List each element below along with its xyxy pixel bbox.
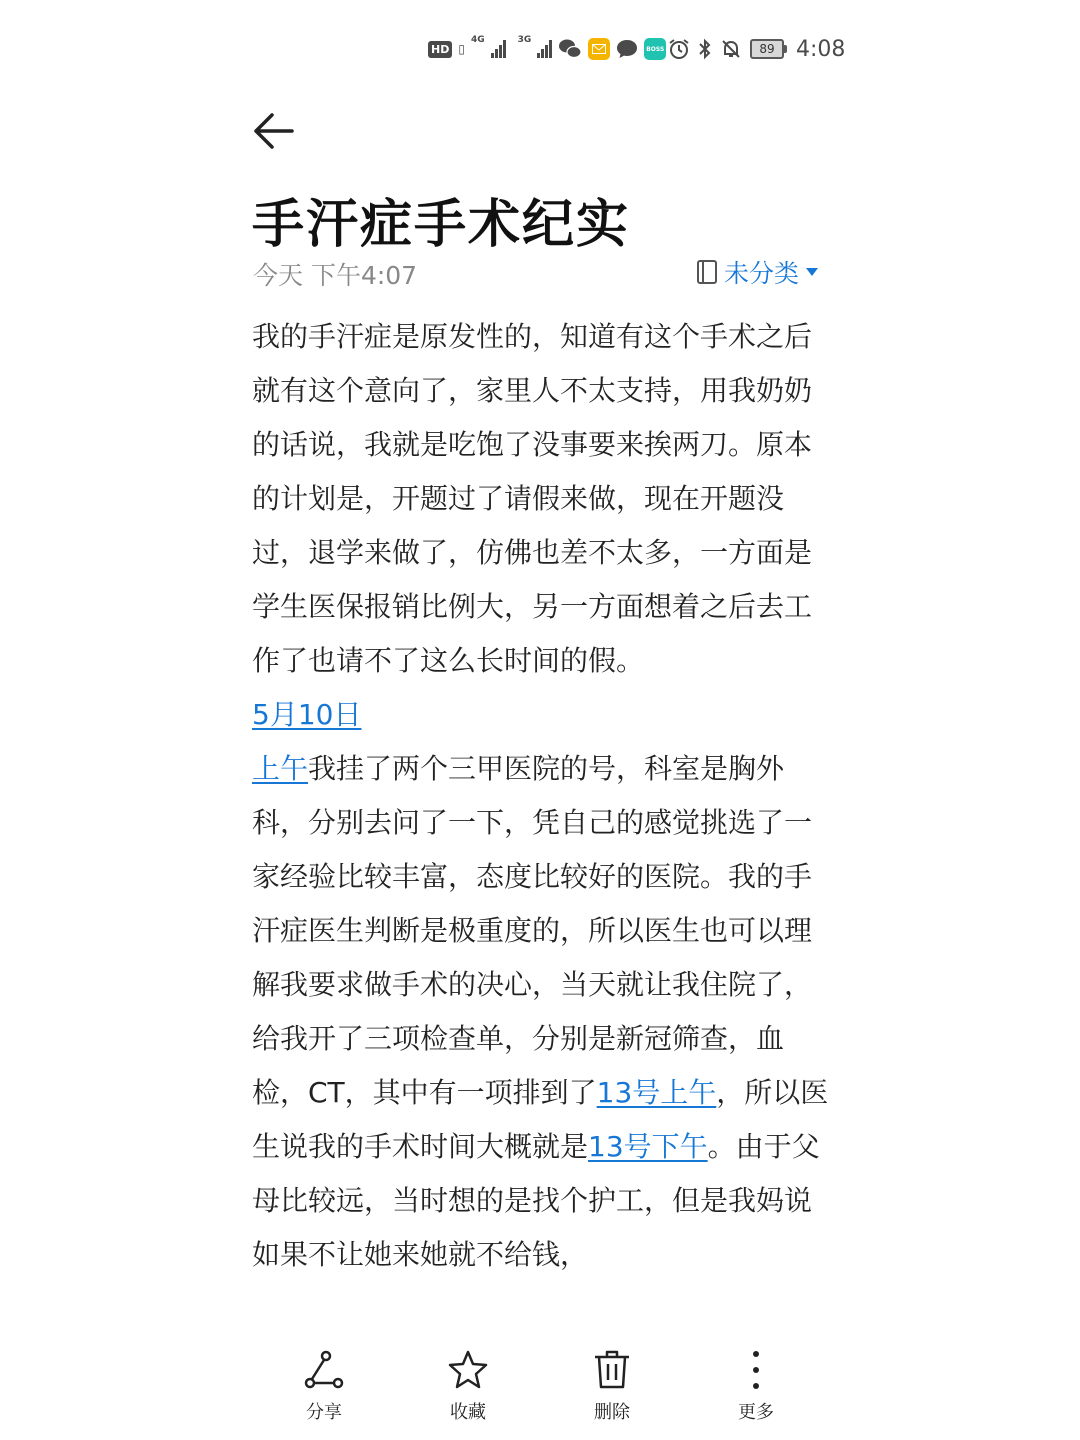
paragraph-text: 我挂了两个三甲医院的号，科室是胸外科，分别去问了一下，凭自己的感觉挑选了一家经验比较丰富，态度比较好的医院。我的手汗症医生判断是极重度的，所以医生也可以理解我要求做手术的决心，当天就让我住院了，给我开了三项检查单，分别是新冠筛查，血检，CT，其中有一项排到了 <box>252 752 813 1109</box>
note-content[interactable] <box>252 310 832 1282</box>
category-label: 未分类 <box>724 259 800 288</box>
paragraph-text: 。由于父母比较远，当时想的是找个护工，但是我妈说如果不让她来她就不给钱， <box>252 1130 820 1271</box>
signal-icon <box>491 40 506 58</box>
network-4g-label: 4G <box>470 35 485 45</box>
battery-icon: 89 <box>750 39 784 59</box>
share-label: 分享 <box>306 1402 342 1423</box>
network-3g-label: 3G <box>517 35 532 45</box>
back-button[interactable] <box>250 106 300 156</box>
star-icon <box>448 1350 488 1390</box>
share-icon <box>304 1350 344 1390</box>
alarm-icon <box>668 38 690 60</box>
status-icons-left <box>428 34 666 64</box>
message-icon <box>616 39 638 59</box>
category-selector[interactable] <box>696 254 819 290</box>
delete-label: 删除 <box>594 1402 630 1423</box>
wechat-icon <box>558 38 582 60</box>
paragraph-intro: 我的手汗症是原发性的，知道有这个手术之后就有这个意向了，家里人不太支持，用我奶奶的话说，我就是吃饱了没事要来挨两刀。原本的计划是，开题过了请假来做，现在开题没过，退学来做了，仿佛也差不太多，一方面是学生医保报销比例大，另一方面想着之后去工作了也请不了这么长时间的假。 <box>252 320 813 677</box>
share-button[interactable] <box>274 1350 374 1424</box>
trash-icon <box>592 1350 632 1390</box>
paragraph-may10 <box>252 742 832 1282</box>
bluetooth-icon <box>698 38 712 60</box>
note-title[interactable]: 手汗症手术纪实 <box>252 195 631 255</box>
mail-app-icon <box>588 38 610 60</box>
signal-icon-2 <box>537 40 552 58</box>
status-icons-right <box>668 34 845 64</box>
date-link[interactable]: 5月10日 <box>252 698 362 731</box>
sim-icon: ▯ <box>458 42 465 56</box>
favorite-button[interactable] <box>418 1350 518 1424</box>
caret-down-icon <box>805 267 819 277</box>
hd-icon: HD <box>428 41 452 58</box>
status-bar <box>0 0 1080 96</box>
time-link-13-afternoon[interactable]: 13号下午 <box>588 1130 708 1163</box>
bottom-toolbar <box>0 1340 1080 1440</box>
paragraph-text: ，所以医生说我的手术时间大概就是 <box>252 1076 829 1163</box>
notebook-icon <box>696 259 718 285</box>
mute-bell-icon <box>720 38 742 60</box>
arrow-left-icon <box>250 106 300 156</box>
more-vertical-icon <box>736 1350 776 1390</box>
delete-button[interactable] <box>562 1350 662 1424</box>
boss-app-icon: BOSS <box>644 38 666 60</box>
more-button[interactable] <box>706 1350 806 1424</box>
more-label: 更多 <box>738 1402 774 1423</box>
time-link-morning[interactable]: 上午 <box>252 752 309 785</box>
note-timestamp: 今天 下午4:07 <box>253 261 418 290</box>
clock-time: 4:08 <box>796 36 846 62</box>
time-link-13-morning[interactable]: 13号上午 <box>596 1076 717 1109</box>
favorite-label: 收藏 <box>450 1402 486 1423</box>
